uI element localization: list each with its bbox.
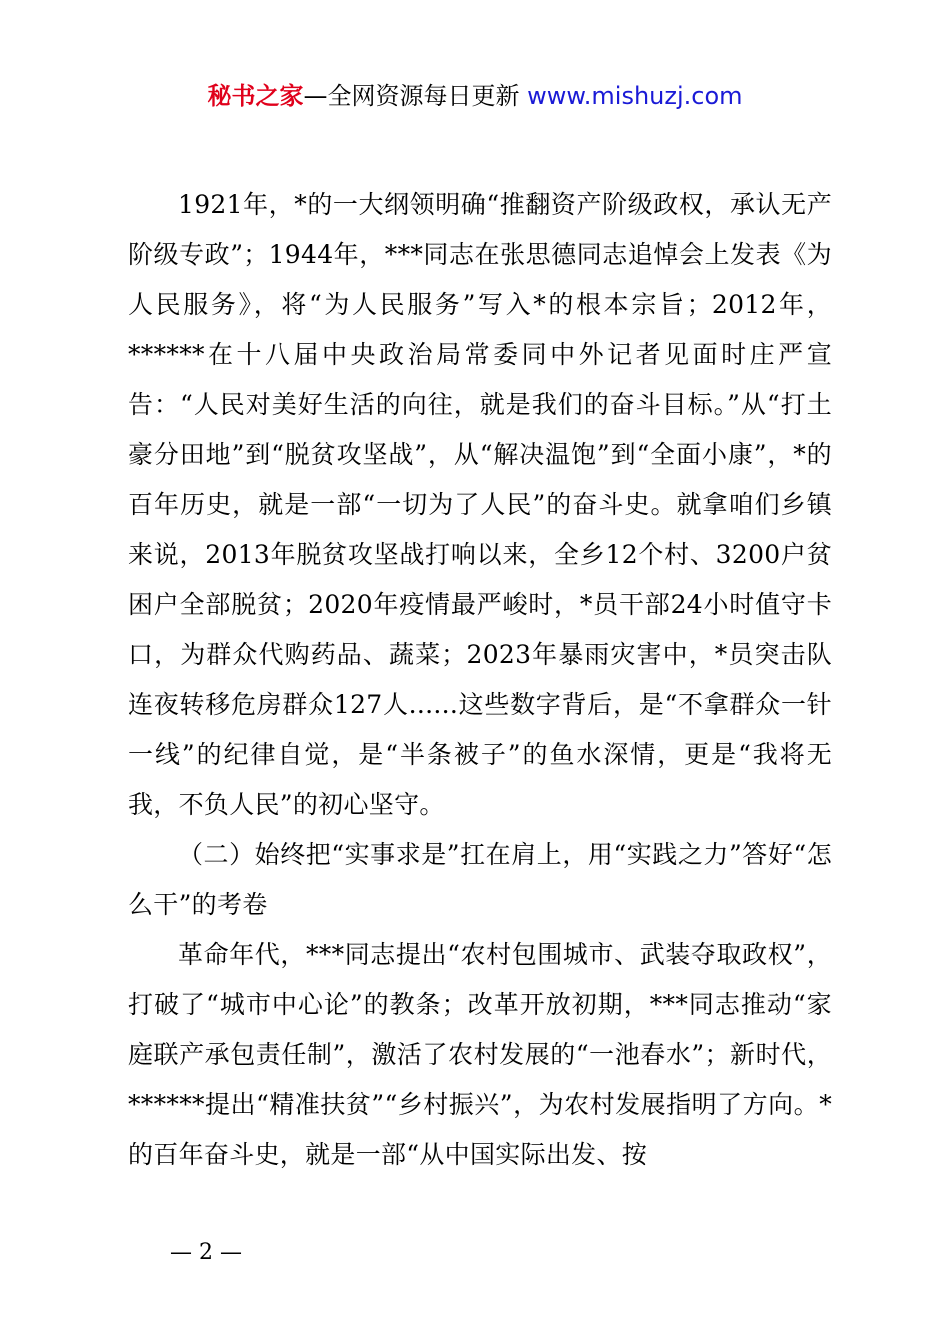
body-paragraph: 1921年，*的一大纲领明确“推翻资产阶级政权，承认无产阶级专政”；1944年，***同志在张思德同志追悼会上发表《为人民服务》，将“为人民服务”写入*的根本宗旨；2012年，******在十八届中央政治局常委同中外记者见面时庄严宣告：“人民对美好生活的向往，就是我们的奋斗目标。”从“打土豪分田地”到“脱贫攻坚战”，从“解决温饱”到“全面小康”，*的百年历史，就是一部“一切为了人民”的奋斗史。就拿咱们乡镇来说，2013年脱贫攻坚战打响以来，全乡12个村、3200户贫困户全部脱贫；2020年疫情最严峻时，*员干部24小时值守卡口，为群众代购药品、蔬菜；2023年暴雨灾害中，*员突击队连夜转移危房群众127人......这些数字背后，是“不拿群众一针一线”的纪律自觉，是“半条被子”的鱼水深情，更是“我将无我，不负人民”的初心坚守。 [128, 190, 832, 819]
header-slogan: —全网资源每日更新 [303, 82, 528, 110]
document-body [128, 180, 832, 1180]
body-paragraph: 革命年代，***同志提出“农村包围城市、武装夺取政权”，打破了“城市中心论”的教条；改革开放初期，***同志推动“家庭联产承包责任制”，激活了农村发展的“一池春水”；新时代，******提出“精准扶贫”“乡村振兴”，为农村发展指明了方向。*的百年奋斗史，就是一部“从中国实际出发、按 [128, 940, 832, 1169]
page-number: — 2 — [170, 1240, 242, 1265]
brand-name: 秘书之家 [207, 82, 304, 110]
site-url-link[interactable]: www.mishuzj.com [527, 82, 743, 110]
page-header [0, 80, 950, 112]
section-heading: （二）始终把“实事求是”扛在肩上，用“实践之力”答好“怎么干”的考卷 [128, 840, 832, 919]
